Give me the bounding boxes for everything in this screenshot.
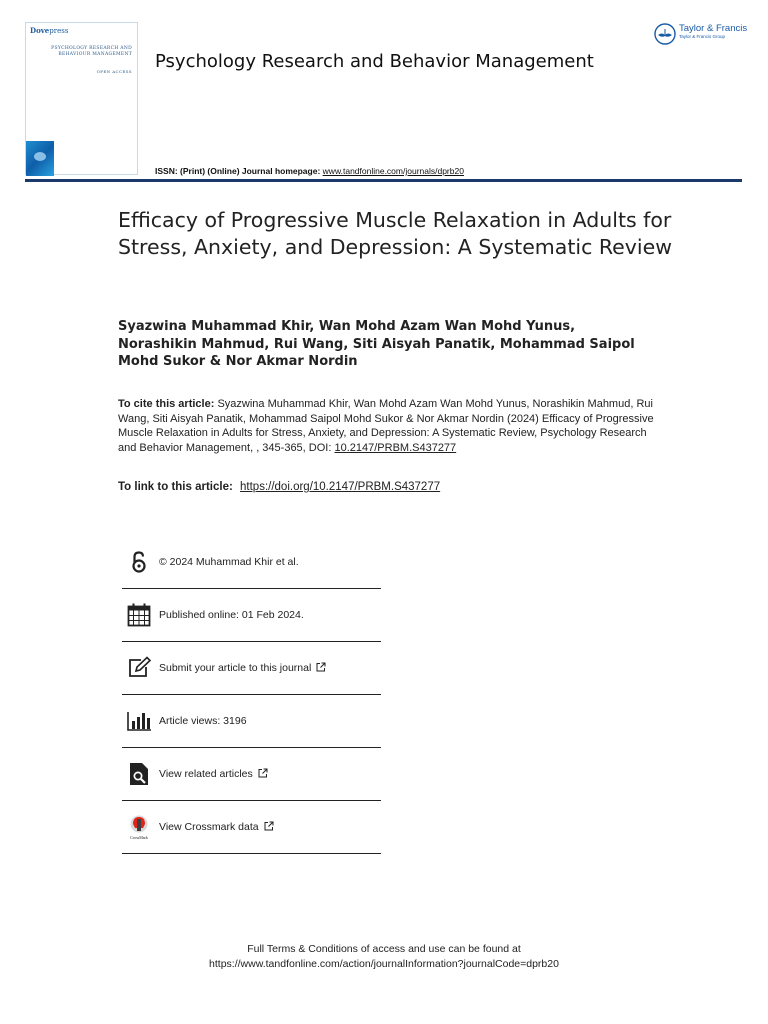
footer-terms-link[interactable]: https://www.tandfonline.com/action/journalInformation?journalCode=dprb20 — [209, 958, 559, 970]
taylor-francis-icon — [654, 23, 676, 45]
issn-label: ISSN: (Print) (Online) Journal homepage: — [155, 166, 321, 176]
article-authors: Syazwina Muhammad Khir, Wan Mohd Azam Wan Mohd Yunus, Norashikin Mahmud, Rui Wang, Siti Aisyah Panatik, Mohammad Saipol Mohd Sukor & Nor Akmar Nordin — [118, 319, 635, 369]
article-title: Efficacy of Progressive Muscle Relaxation in Adults for Stress, Anxiety, and Depression: A Systematic Review — [118, 208, 673, 259]
open-access-icon — [126, 549, 152, 575]
cover-journal-title: PSYCHOLOGY RESEARCH AND BEHAVIOUR MANAGEMENT — [51, 46, 132, 57]
cite-doi-link[interactable]: 10.2147/PRBM.S437277 — [334, 441, 457, 454]
cover-image — [26, 141, 54, 176]
submit-row[interactable] — [122, 642, 381, 695]
journal-name: Psychology Research and Behavior Management — [155, 51, 594, 72]
journal-homepage-link[interactable]: www.tandfonline.com/journals/dprb20 — [322, 166, 464, 176]
logo-line1: Taylor & Francis — [679, 23, 748, 34]
issn-line — [155, 166, 464, 176]
logo-line2: Taylor & Francis Group — [679, 34, 726, 39]
cover-open-access: OPEN ACCESS — [96, 69, 132, 74]
crossmark-link[interactable]: View Crossmark data — [159, 821, 259, 833]
header-rule — [25, 179, 742, 182]
copyright-row — [122, 536, 381, 589]
external-link-icon — [316, 662, 326, 672]
external-link-icon — [258, 768, 268, 778]
external-link-icon — [264, 821, 274, 831]
submit-link[interactable]: Submit your article to this journal — [159, 662, 312, 674]
calendar-icon — [126, 602, 152, 628]
article-info-list — [122, 536, 381, 854]
cover-publisher: Dovepress — [30, 26, 69, 35]
taylor-francis-logo — [654, 23, 747, 47]
cite-label: To cite this article: — [118, 398, 215, 410]
crossmark-icon — [126, 814, 152, 840]
bar-chart-icon — [126, 708, 152, 734]
views-text: Article views: 3196 — [159, 715, 247, 727]
crossmark-row[interactable] — [122, 801, 381, 854]
citation-block — [118, 397, 663, 455]
related-row[interactable] — [122, 748, 381, 801]
copyright-text: © 2024 Muhammad Khir et al. — [159, 556, 299, 568]
terms-footer — [0, 942, 768, 972]
cite-text: Syazwina Muhammad Khir, Wan Mohd Azam Wan Mohd Yunus, Norashikin Mahmud, Rui Wang, Siti Aisyah Panatik, Mohammad Saipol Mohd Sukor & Nor Akmar Nordin (2024) Efficacy of Progressive Muscle Relaxation in Adults for Stress, Anxiety, and Depression: A Systematic Review, Psychology Research and Behavior Management, , 345-365, DOI: — [118, 398, 654, 454]
related-link[interactable]: View related articles — [159, 768, 253, 780]
edit-icon — [126, 655, 152, 681]
footer-line1: Full Terms & Conditions of access and use can be found at — [247, 943, 521, 955]
article-doi-link[interactable]: https://doi.org/10.2147/PRBM.S437277 — [240, 481, 441, 493]
views-row — [122, 695, 381, 748]
published-text: Published online: 01 Feb 2024. — [159, 609, 304, 621]
svg-text:CrossMark: CrossMark — [130, 835, 148, 840]
related-articles-icon — [126, 761, 152, 787]
published-row — [122, 589, 381, 642]
article-link-line — [118, 481, 440, 493]
link-label: To link to this article: — [118, 481, 233, 493]
journal-cover — [25, 22, 138, 175]
